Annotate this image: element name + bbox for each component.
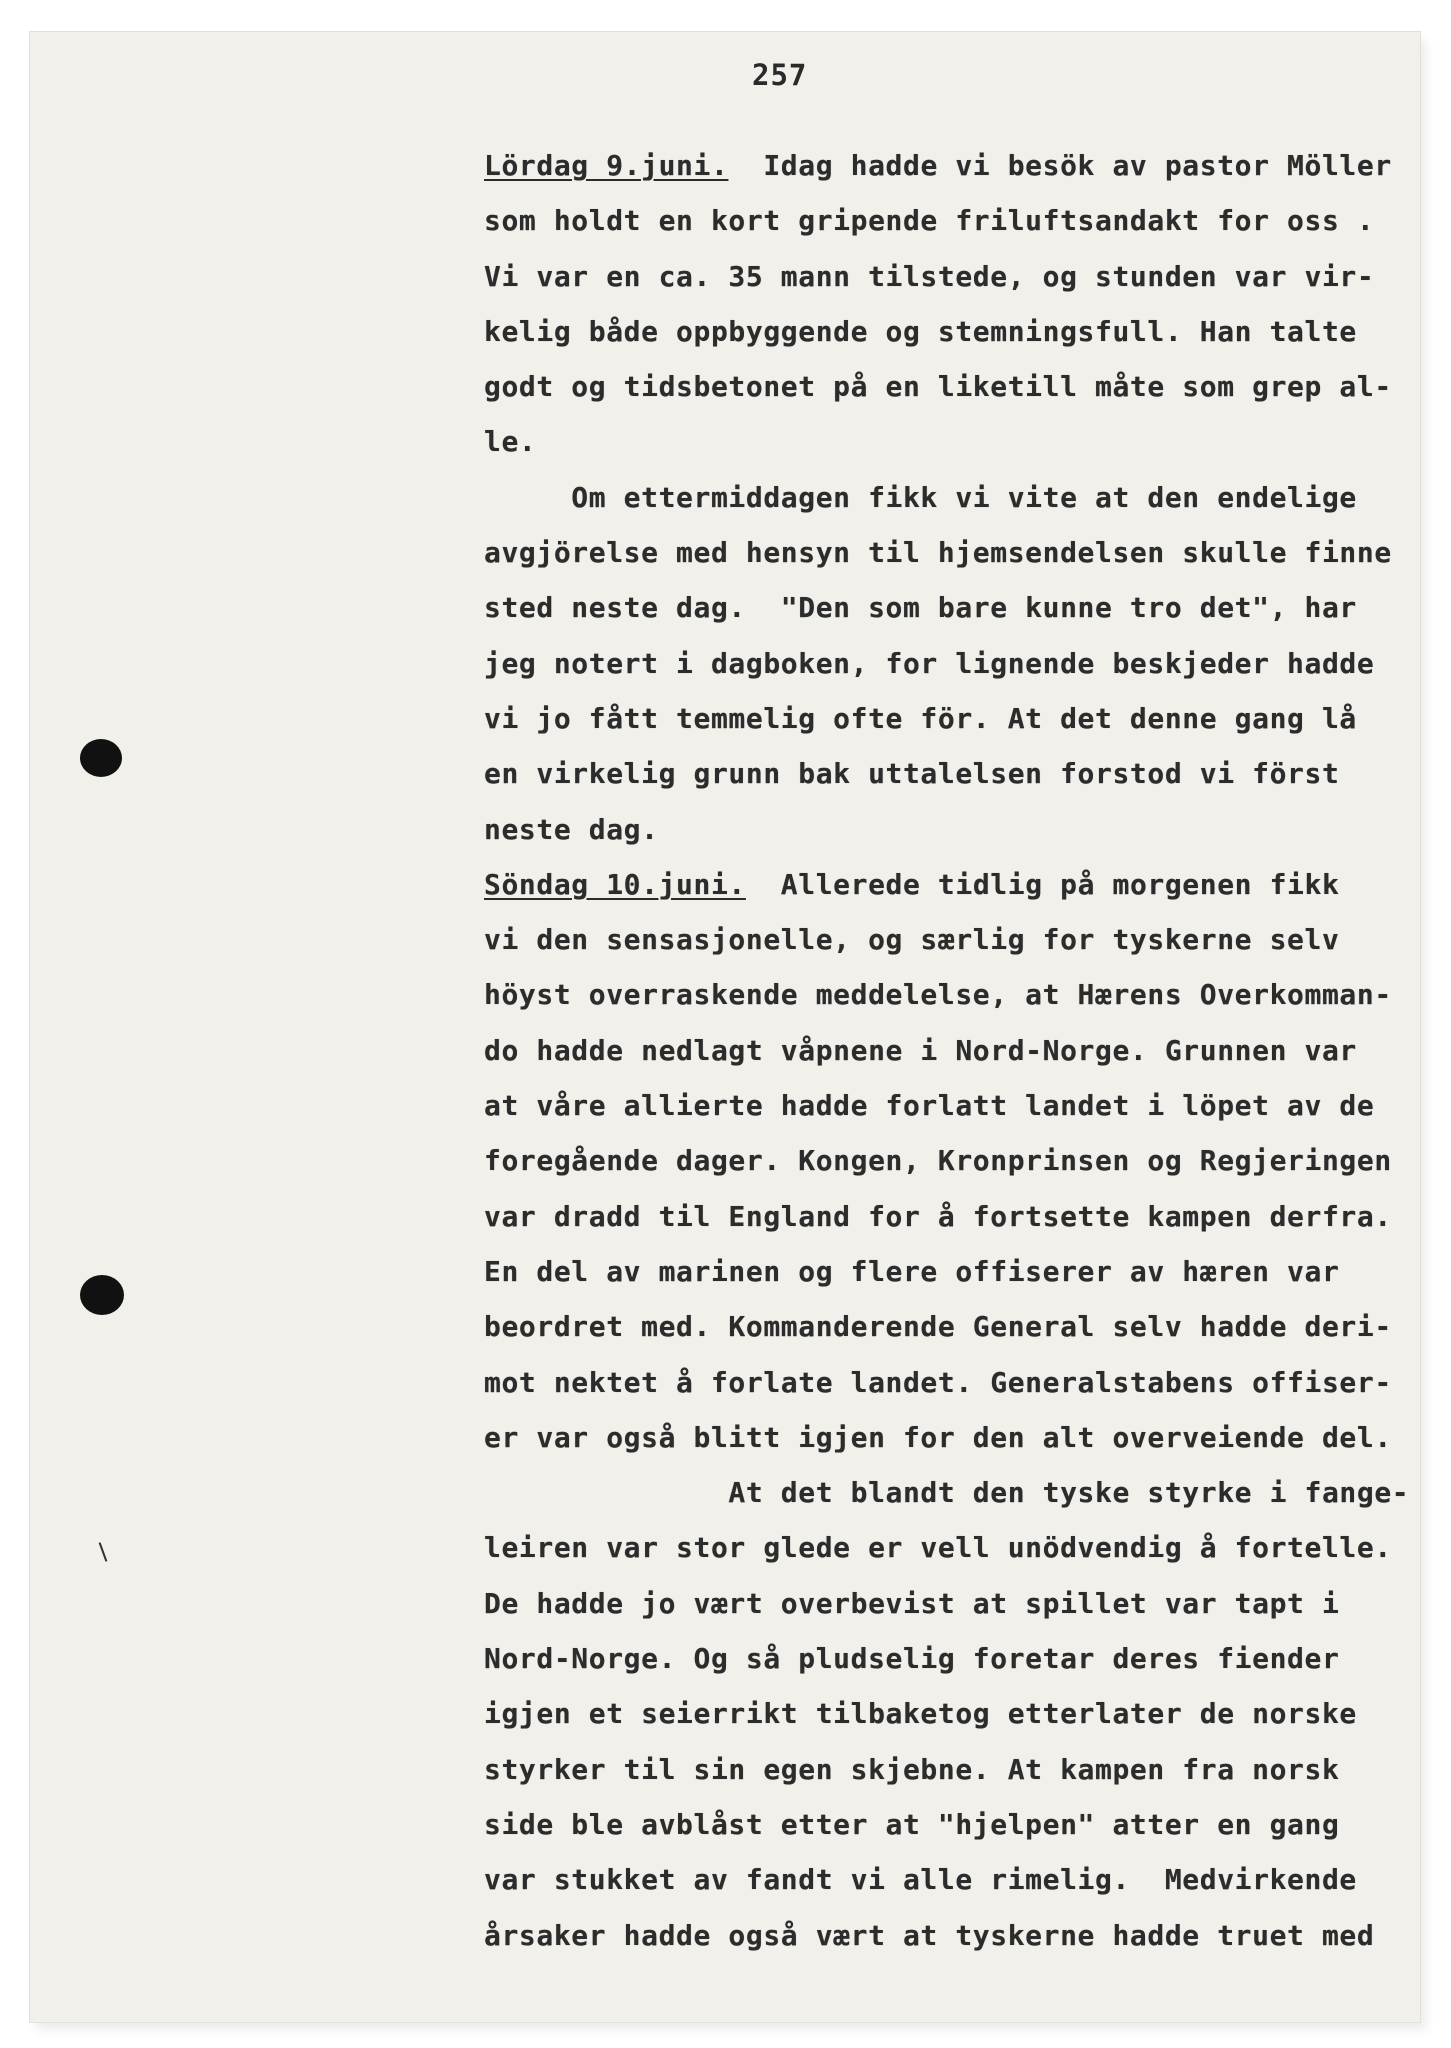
text-line: höyst overraskende meddelelse, at Hærens Overkomman-: [484, 978, 1392, 1012]
text-line: kelig både oppbyggende og stemningsfull. Han talte: [484, 314, 1357, 348]
text-line: do hadde nedlagt våpnene i Nord-Norge. Grunnen var: [484, 1033, 1357, 1067]
text-line: neste dag.: [484, 812, 659, 846]
punch-hole: [80, 739, 122, 777]
text-line: årsaker hadde også vært at tyskerne hadde truet med: [484, 1918, 1375, 1952]
typed-text: [484, 148, 1409, 1973]
text-line: vi den sensasjonelle, og særlig for tyskerne selv: [484, 923, 1340, 957]
text-line: som holdt en kort gripende friluftsandakt for oss .: [484, 204, 1375, 238]
text-line: foregående dager. Kongen, Kronprinsen og Regjeringen: [484, 1144, 1392, 1178]
text-line: var stukket av fandt vi alle rimelig. Medvirkende: [484, 1863, 1357, 1897]
text-line: en virkelig grunn bak uttalelsen forstod vi först: [484, 757, 1340, 791]
text-line: vi jo fått temmelig ofte för. At det denne gang lå: [484, 701, 1357, 735]
text-line: jeg notert i dagboken, for lignende beskjeder hadde: [484, 646, 1375, 680]
text-line: godt og tidsbetonet på en liketill måte som grep al-: [484, 370, 1392, 404]
text-line: beordret med. Kommanderende General selv hadde deri-: [484, 1310, 1392, 1344]
text-line: le.: [484, 425, 537, 459]
text-line: Lördag 9.juni. Idag hadde vi besök av pastor Möller: [484, 149, 1392, 182]
text-line: sted neste dag. "Den som bare kunne tro det", har: [484, 591, 1357, 625]
text-line: side ble avblåst etter at "hjelpen" atter en gang: [484, 1807, 1340, 1841]
text-line: De hadde jo vært overbevist at spillet var tapt i: [484, 1586, 1340, 1620]
text-line: igjen et seierrikt tilbaketog etterlater de norske: [484, 1697, 1357, 1731]
text-line: styrker til sin egen skjebne. At kampen fra norsk: [484, 1752, 1340, 1786]
text-line: En del av marinen og flere offiserer av hæren var: [484, 1254, 1340, 1288]
text-line: Söndag 10.juni. Allerede tidlig på morgenen fikk: [484, 867, 1340, 901]
text-line: er var også blitt igjen for den alt overveiende del.: [484, 1420, 1392, 1454]
page-number: 257: [752, 58, 808, 92]
text-line: at våre allierte hadde forlatt landet i löpet av de: [484, 1089, 1375, 1123]
pen-mark: [99, 1542, 108, 1561]
text-line: At det blandt den tyske styrke i fange-: [484, 1476, 1410, 1510]
date-heading: Lördag 9.juni.: [484, 149, 729, 182]
date-heading: Söndag 10.juni.: [484, 867, 746, 901]
text-line: mot nektet å forlate landet. Generalstabens offiser-: [484, 1365, 1392, 1399]
punch-hole: [80, 1275, 124, 1315]
text-line: leiren var stor glede er vell unödvendig å fortelle.: [484, 1531, 1392, 1565]
text-line: Nord-Norge. Og så pludselig foretar deres fiender: [484, 1642, 1340, 1676]
text-line: Om ettermiddagen fikk vi vite at den endelige: [484, 480, 1357, 514]
text-line: Vi var en ca. 35 mann tilstede, og stunden var vir-: [484, 259, 1375, 293]
text-line: var dradd til England for å fortsette kampen derfra.: [484, 1199, 1392, 1233]
text-line: avgjörelse med hensyn til hjemsendelsen skulle finne: [484, 536, 1392, 570]
